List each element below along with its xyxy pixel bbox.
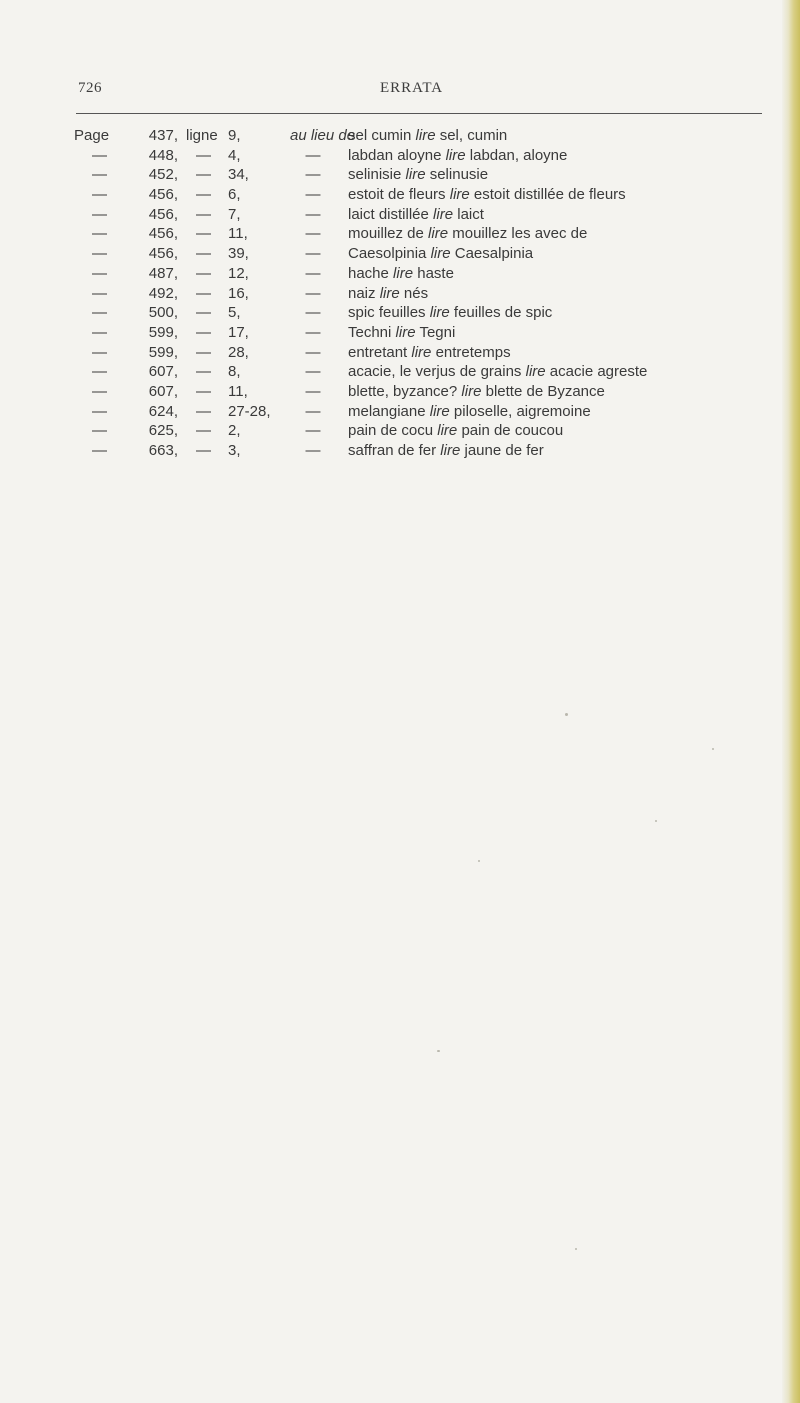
line-ref: 9, [228, 127, 241, 144]
erroneous-text: blette, byzance? [348, 382, 458, 400]
page-ref: 456, [148, 245, 178, 263]
ligne-label: — [196, 284, 211, 302]
au-lieu-de-label: — [305, 205, 321, 223]
header-rule [76, 113, 762, 114]
corrected-text: jaune de fer [464, 442, 544, 459]
errata-row [0, 126, 800, 146]
line-ref: 7, [228, 205, 241, 223]
ligne-label: — [196, 343, 211, 361]
erroneous-text: entretant [348, 343, 408, 361]
errata-row [0, 284, 800, 304]
page-label: — [92, 225, 107, 243]
au-lieu-de-label: — [305, 422, 321, 440]
lire-label: lire [411, 343, 432, 361]
line-ref: 6, [228, 186, 241, 204]
erroneous-text: saffran de fer [348, 442, 437, 459]
erroneous-text: mouillez de [348, 225, 424, 243]
lire-label: lire [440, 442, 461, 459]
correction-text [348, 126, 507, 146]
ligne-label: — [196, 245, 211, 263]
au-lieu-de-label: — [305, 284, 321, 302]
line-ref: 27-28, [228, 402, 271, 420]
corrected-text: acacie agreste [549, 363, 648, 381]
page-ref: 663, [148, 442, 178, 459]
au-lieu-de-label: — [305, 304, 321, 322]
errata-row [0, 421, 800, 441]
errata-row [0, 185, 800, 205]
lire-label: lire [461, 382, 482, 400]
errata-row [0, 323, 800, 343]
errata-row [0, 303, 800, 323]
au-lieu-de-label: au lieu de [290, 127, 356, 144]
lire-label: lire [445, 146, 466, 164]
correction-text [348, 323, 455, 343]
page-ref: 456, [148, 186, 178, 204]
correction-text [348, 146, 567, 166]
errata-table [0, 126, 800, 461]
page-ref: 625, [148, 422, 178, 440]
line-ref: 16, [228, 284, 249, 302]
au-lieu-de-label: — [305, 146, 321, 164]
line-ref: 3, [228, 442, 241, 459]
paper-speck [712, 748, 714, 750]
erroneous-text: acacie, le verjus de grains [348, 363, 522, 381]
ligne-label: — [196, 264, 211, 282]
corrected-text: mouillez les avec de [452, 225, 588, 243]
erroneous-text: Techni [348, 323, 392, 341]
page-ref: 487, [148, 264, 178, 282]
correction-text [348, 264, 454, 284]
paper-speck [575, 1248, 577, 1250]
corrected-text: labdan, aloyne [469, 146, 568, 164]
ligne-label: — [196, 402, 211, 420]
au-lieu-de-label: — [305, 343, 321, 361]
erroneous-text: labdan aloyne [348, 146, 442, 164]
ligne-label: — [196, 323, 211, 341]
line-ref: 34, [228, 166, 249, 184]
erroneous-text: pain de cocu [348, 422, 434, 440]
page-label: — [92, 323, 107, 341]
ligne-label: — [196, 225, 211, 243]
lire-label: lire [428, 225, 449, 243]
correction-text [348, 441, 544, 461]
line-ref: 17, [228, 323, 249, 341]
page-number: 726 [78, 80, 102, 96]
errata-row [0, 343, 800, 363]
page-label: — [92, 205, 107, 223]
au-lieu-de-label: — [305, 382, 321, 400]
erroneous-text: laict distillée [348, 205, 429, 223]
corrected-text: Caesalpinia [454, 245, 534, 263]
corrected-text: Tegni [419, 323, 456, 341]
page-ref: 500, [148, 304, 178, 322]
line-ref: 39, [228, 245, 249, 263]
corrected-text: nés [403, 284, 429, 302]
erroneous-text: melangiane [348, 402, 426, 420]
correction-text [348, 185, 626, 205]
page-label: — [92, 186, 107, 204]
lire-label: lire [449, 186, 470, 204]
page-label: — [92, 264, 107, 282]
au-lieu-de-label: — [305, 264, 321, 282]
page-ref: 456, [148, 205, 178, 223]
au-lieu-de-label: — [305, 442, 321, 459]
au-lieu-de-label: — [305, 245, 321, 263]
errata-row [0, 205, 800, 225]
au-lieu-de-label: — [305, 402, 321, 420]
lire-label: lire [415, 127, 436, 144]
errata-row [0, 382, 800, 402]
page-ref: 599, [148, 343, 178, 361]
page-ref: 607, [148, 382, 178, 400]
correction-text [348, 402, 591, 422]
errata-row [0, 224, 800, 244]
lire-label: lire [395, 323, 416, 341]
page-ref: 456, [148, 225, 178, 243]
page-label: — [92, 245, 107, 263]
page-label: — [92, 146, 107, 164]
line-ref: 4, [228, 146, 241, 164]
running-title: ERRATA [380, 80, 444, 96]
lire-label: lire [429, 402, 450, 420]
erroneous-text: naiz [348, 284, 376, 302]
erroneous-text: estoit de fleurs [348, 186, 446, 204]
page-label: — [92, 382, 107, 400]
page-label: — [92, 422, 107, 440]
correction-text [348, 224, 587, 244]
erroneous-text: spic feuilles [348, 304, 426, 322]
page-ref: 599, [148, 323, 178, 341]
ligne-label: — [196, 442, 211, 459]
ligne-label: — [196, 205, 211, 223]
au-lieu-de-label: — [305, 186, 321, 204]
errata-row [0, 244, 800, 264]
corrected-text: feuilles de spic [453, 304, 553, 322]
page-label: — [92, 166, 107, 184]
lire-label: lire [405, 166, 426, 184]
lire-label: lire [430, 245, 451, 263]
ligne-label: — [196, 166, 211, 184]
au-lieu-de-label: — [305, 225, 321, 243]
au-lieu-de-label: — [305, 166, 321, 184]
line-ref: 2, [228, 422, 241, 440]
paper-speck [655, 820, 657, 822]
corrected-text: blette de Byzance [485, 382, 605, 400]
line-ref: 11, [228, 225, 248, 243]
corrected-text: laict [457, 205, 484, 223]
page-label: — [92, 304, 107, 322]
au-lieu-de-label: — [305, 363, 321, 381]
lire-label: lire [379, 284, 400, 302]
lire-label: lire [433, 205, 454, 223]
lire-label: lire [525, 363, 546, 381]
ligne-label: — [196, 304, 211, 322]
correction-text [348, 303, 552, 323]
ligne-label: — [196, 186, 211, 204]
lire-label: lire [437, 422, 458, 440]
correction-text [348, 244, 533, 264]
ligne-label: ligne [186, 127, 218, 144]
errata-row [0, 362, 800, 382]
page-label: — [92, 402, 107, 420]
line-ref: 12, [228, 264, 249, 282]
page-ref: 624, [148, 402, 178, 420]
page-ref: 492, [148, 284, 178, 302]
page-ref: 607, [148, 363, 178, 381]
correction-text [348, 421, 563, 441]
correction-text [348, 165, 488, 185]
au-lieu-de-label: — [305, 323, 321, 341]
correction-text [348, 362, 647, 382]
erroneous-text: Caesolpinia [348, 245, 427, 263]
corrected-text: sel, cumin [439, 127, 508, 144]
page-ref: 437, [148, 127, 178, 144]
errata-row [0, 402, 800, 422]
errata-row [0, 264, 800, 284]
corrected-text: estoit distillée de fleurs [473, 186, 626, 204]
line-ref: 11, [228, 382, 248, 400]
correction-text [348, 284, 428, 304]
erroneous-text: sel cumin [348, 127, 412, 144]
corrected-text: haste [417, 264, 454, 282]
erroneous-text: hache [348, 264, 389, 282]
line-ref: 28, [228, 343, 249, 361]
lire-label: lire [393, 264, 414, 282]
ligne-label: — [196, 422, 211, 440]
page-header [0, 80, 800, 104]
page-label: — [92, 363, 107, 381]
correction-text [348, 343, 511, 363]
line-ref: 5, [228, 304, 241, 322]
paper-speck [565, 713, 568, 716]
page-label: — [92, 442, 107, 459]
corrected-text: entretemps [435, 343, 511, 361]
ligne-label: — [196, 146, 211, 164]
page-label: Page [74, 127, 110, 144]
page-label: — [92, 284, 107, 302]
ligne-label: — [196, 382, 211, 400]
erroneous-text: selinisie [348, 166, 402, 184]
errata-row [0, 165, 800, 185]
errata-row [0, 146, 800, 166]
paper-speck [478, 860, 480, 862]
errata-row [0, 441, 800, 461]
correction-text [348, 382, 605, 402]
paper-speck [437, 1050, 440, 1052]
ligne-label: — [196, 363, 211, 381]
line-ref: 8, [228, 363, 241, 381]
correction-text [348, 205, 484, 225]
page-label: — [92, 343, 107, 361]
corrected-text: selinusie [429, 166, 489, 184]
page-ref: 452, [148, 166, 178, 184]
lire-label: lire [429, 304, 450, 322]
page-ref: 448, [148, 146, 178, 164]
corrected-text: pain de coucou [461, 422, 564, 440]
corrected-text: piloselle, aigremoine [453, 402, 591, 420]
